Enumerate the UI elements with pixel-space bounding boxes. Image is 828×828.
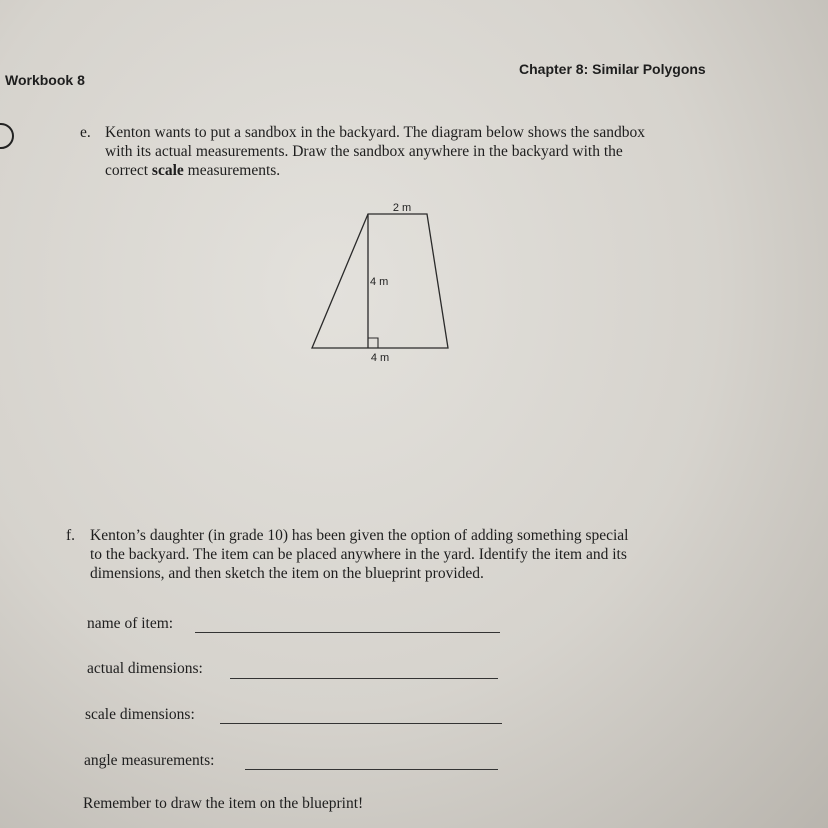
top-base-label: 2 m: [392, 202, 412, 214]
question-f-letter: f.: [66, 527, 76, 544]
actual-dimensions-answer-line[interactable]: [230, 678, 498, 679]
bottom-base-label: 4 m: [370, 352, 390, 364]
right-angle-mark: [368, 338, 378, 348]
question-f-line-3: dimensions, and then sketch the item on the blueprint provided.: [90, 565, 484, 582]
question-e-letter: e.: [80, 124, 91, 141]
name-of-item-label: name of item:: [87, 615, 174, 632]
sandbox-trapezoid-diagram: [300, 195, 460, 370]
scale-dimensions-label: scale dimensions:: [85, 706, 195, 723]
reminder-text: Remember to draw the item on the blueprint!: [83, 795, 364, 812]
height-label: 4 m: [370, 276, 389, 288]
question-e-line-3: correct scale measurements.: [105, 162, 281, 179]
question-e-line-2: with its actual measurements. Draw the sandbox anywhere in the backyard with the: [105, 143, 623, 160]
workbook-label: Workbook 8: [5, 72, 85, 88]
scale-dimensions-answer-line[interactable]: [220, 723, 502, 724]
actual-dimensions-label: actual dimensions:: [87, 660, 203, 677]
question-e-line-1: Kenton wants to put a sandbox in the backyard. The diagram below shows the sandbox: [105, 124, 645, 141]
question-f-line-2: to the backyard. The item can be placed anywhere in the yard. Identify the item and its: [90, 546, 627, 563]
name-of-item-answer-line[interactable]: [195, 632, 500, 633]
scale-emphasis: scale: [151, 162, 184, 179]
angle-measurements-answer-line[interactable]: [245, 769, 498, 770]
margin-circle-mark: [0, 123, 14, 149]
chapter-title: Chapter 8: Similar Polygons: [519, 61, 706, 77]
angle-measurements-label: angle measurements:: [84, 752, 215, 769]
question-e-text: [105, 123, 745, 180]
question-f-line-1: Kenton’s daughter (in grade 10) has been given the option of adding something special: [90, 527, 629, 544]
question-f-text: [90, 526, 750, 583]
